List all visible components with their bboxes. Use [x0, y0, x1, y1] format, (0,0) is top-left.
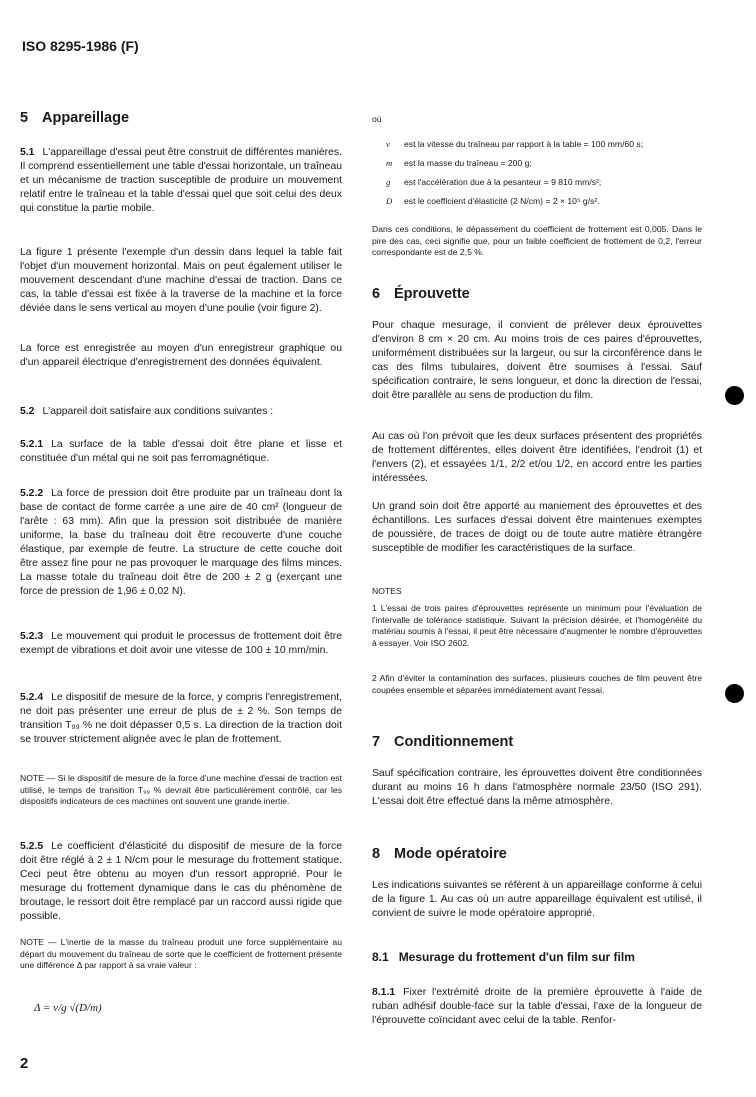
para-5-1-c: La force est enregistrée au moyen d'un enregistreur graphique ou d'un appareil électrique d'enregistrement des données équivalent.	[20, 343, 342, 368]
margin-dot-2	[725, 684, 744, 703]
section-8-heading: 8 Mode opératoire	[372, 846, 507, 862]
where-label: où	[372, 114, 382, 124]
para-5-2-3: 5.2.3 Le mouvement qui produit le processus de frottement doit être exempt de vibrations et doit avoir une vitesse de 100 ± 10 mm/min.	[20, 631, 342, 656]
para-6-c: Un grand soin doit être apporté au maniement des éprouvettes et des échantillons. Les surfaces d'essai doivent être maintenues exemptes de poussière, de traces de doigt ou de toute autre matière étrangère susceptible de modifier les caractéristiques de la surface.	[372, 501, 702, 554]
document-header: ISO 8295-1986 (F)	[22, 38, 139, 54]
note-5-2-5: NOTE — L'inertie de la masse du traîneau produit une force supplémentaire au départ du mouvement du traîneau de sorte que le coefficient de frottement présente une différence Δ par rapport à sa vraie valeur :	[20, 937, 342, 970]
section-8-1-heading: 8.1 Mesurage du frottement d'un film sur film	[372, 950, 635, 964]
para-5-2-1: 5.2.1 La surface de la table d'essai doit être plane et lisse et constituée d'un métal qui ne soit pas ferromagnétique.	[20, 439, 342, 464]
note-5-2-4: NOTE — Si le dispositif de mesure de la force d'une machine d'essai de traction est utilisé, le temps de transition T₉₉ % devrait être particulièrement contrôlé, car les dispositifs indicateurs de ces machines ont souvent une grande inertie.	[20, 773, 342, 806]
var-g: g est l'accélération due à la pesanteur = 9 810 mm/s²;	[386, 177, 602, 187]
section-5-heading: 5 Appareillage	[20, 110, 130, 126]
para-5-2: 5.2 L'appareil doit satisfaire aux conditions suivantes :	[20, 406, 274, 417]
para-8: Les indications suivantes se réfèrent à un appareillage conforme à celui de la figure 1. Au cas où un autre appareillage équivalent est utilisé, il convient de suivre le mode opératoire approprié.	[372, 880, 702, 919]
para-6-a: Pour chaque mesurage, il convient de prélever deux éprouvettes d'environ 8 cm × 20 cm. Au moins trois de ces paires d'éprouvettes, uniformément distribuées sur la largeur, ou sur la circonférence dans le cas des films tubulaires, doivent être soumises à l'essai. Sauf spécification contraire, le sens longueur, et donc la direction de l'essai, doit être parallèle au sens de production du film.	[372, 320, 702, 401]
para-8-1-1: 8.1.1 Fixer l'extrémité droite de la première éprouvette à l'aide de ruban adhésif double-face sur la table d'essai, l'axe de la longueur de l'éprouvette coïncidant avec celui de la table. Renfor-	[372, 987, 702, 1026]
page-number: 2	[20, 1055, 29, 1072]
para-7: Sauf spécification contraire, les éprouvettes doivent être conditionnées durant au moins 16 h dans l'atmosphère normale 23/50 (ISO 291). L'essai doit être effectué dans la même atmosphère.	[372, 768, 702, 807]
var-v: v est la vitesse du traîneau par rapport à la table = 100 mm/60 s;	[386, 139, 644, 149]
margin-dot	[725, 386, 744, 405]
note-6-2: 2 Afin d'éviter la contamination des surfaces, plusieurs couches de film peuvent être coupées ensemble et séparées immédiatement avant l'essai.	[372, 673, 702, 695]
variable-definitions	[372, 138, 702, 214]
para-5-1: 5.1 L'appareillage d'essai peut être construit de différentes manières. Il comprend essentiellement une table d'essai horizontale, un traîneau et un mécanisme de traction susceptible de produire un mouvement relatif entre le traîneau et la table d'essai quel que soit celui des deux qui constitue la partie mobile.	[20, 147, 342, 214]
inertia-formula: Δ = v/g √(D/m)	[34, 1002, 102, 1014]
para-5-1-b: La figure 1 présente l'exemple d'un dessin dans lequel la table fait l'objet d'un mouvement horizontal. Mais on peut également utiliser le mouvement descendant d'une machine d'essai de traction. Dans ce cas, la table d'essai est fixée à la traverse de la machine et la force déviée dans le sens vertical au moyen d'une poulie (voir figure 2).	[20, 247, 342, 314]
para-5-2-2: 5.2.2 La force de pression doit être produite par un traîneau dont la base de contact de forme carrée a une aire de 40 cm² (longueur de l'arête : 63 mm). Afin que la pression soit distribuée de manière uniforme, la base du traîneau doit être recouverte d'une couche élastique, par exemple de feutre. La structure de cette couche doit être assez fine pour ne pas provoquer le marquage des films minces. La masse totale du traîneau doit être de 200 ± 2 g (exerçant une force de pression de 1,96 ± 0,02 N).	[20, 488, 342, 597]
note-after-vars: Dans ces conditions, le dépassement du coefficient de frottement est 0,005. Dans le pire des cas, ceci signifie que, pour un faible coefficient de frottement de 0,2, l'erreur correspondante est de 2,5 %.	[372, 224, 702, 257]
note-6-1: 1 L'essai de trois paires d'éprouvettes représente un minimum pour l'évaluation de l'intervalle de tolérance statistique. Suivant la précision désirée, et l'homogénéité du matériau soumis à l'essai, il peut être nécessaire d'augmenter le nombre d'éprouvettes à essayer. Voir ISO 2602.	[372, 603, 702, 648]
para-6-b: Au cas où l'on prévoit que les deux surfaces présentent des propriétés de frottement différentes, elles doivent être identifiées, l'endroit (1) et l'envers (2), et essayées 1/1, 2/2 et/ou 1/2, en accord entre les parties intéressées.	[372, 431, 702, 484]
para-5-2-5: 5.2.5 Le coefficient d'élasticité du dispositif de mesure de la force doit être réglé à 2 ± 1 N/cm pour le mesurage du frottement statique. Ceci peut être obtenu au moyen d'un ressort approprié. Pour le mesurage du frottement dynamique dans le cas du phénomène de broutage, le ressort doit être remplacé par un raccord aussi rigide que possible.	[20, 841, 342, 922]
section-6-heading: 6 Éprouvette	[372, 286, 470, 302]
var-d: D est le coefficient d'élasticité (2 N/cm) = 2 × 10⁵ g/s².	[386, 196, 600, 206]
var-m: m est la masse du traîneau = 200 g;	[386, 158, 532, 168]
section-7-heading: 7 Conditionnement	[372, 734, 514, 750]
para-5-2-4: 5.2.4 Le dispositif de mesure de la force, y compris l'enregistrement, ne doit pas présenter une erreur de plus de ± 2 %. Son temps de transition T₉₉ % ne doit dépasser 0,5 s. La direction de la traction doit se trouver strictement alignée avec le plan de frottement.	[20, 692, 342, 745]
notes-heading: NOTES	[372, 586, 402, 596]
